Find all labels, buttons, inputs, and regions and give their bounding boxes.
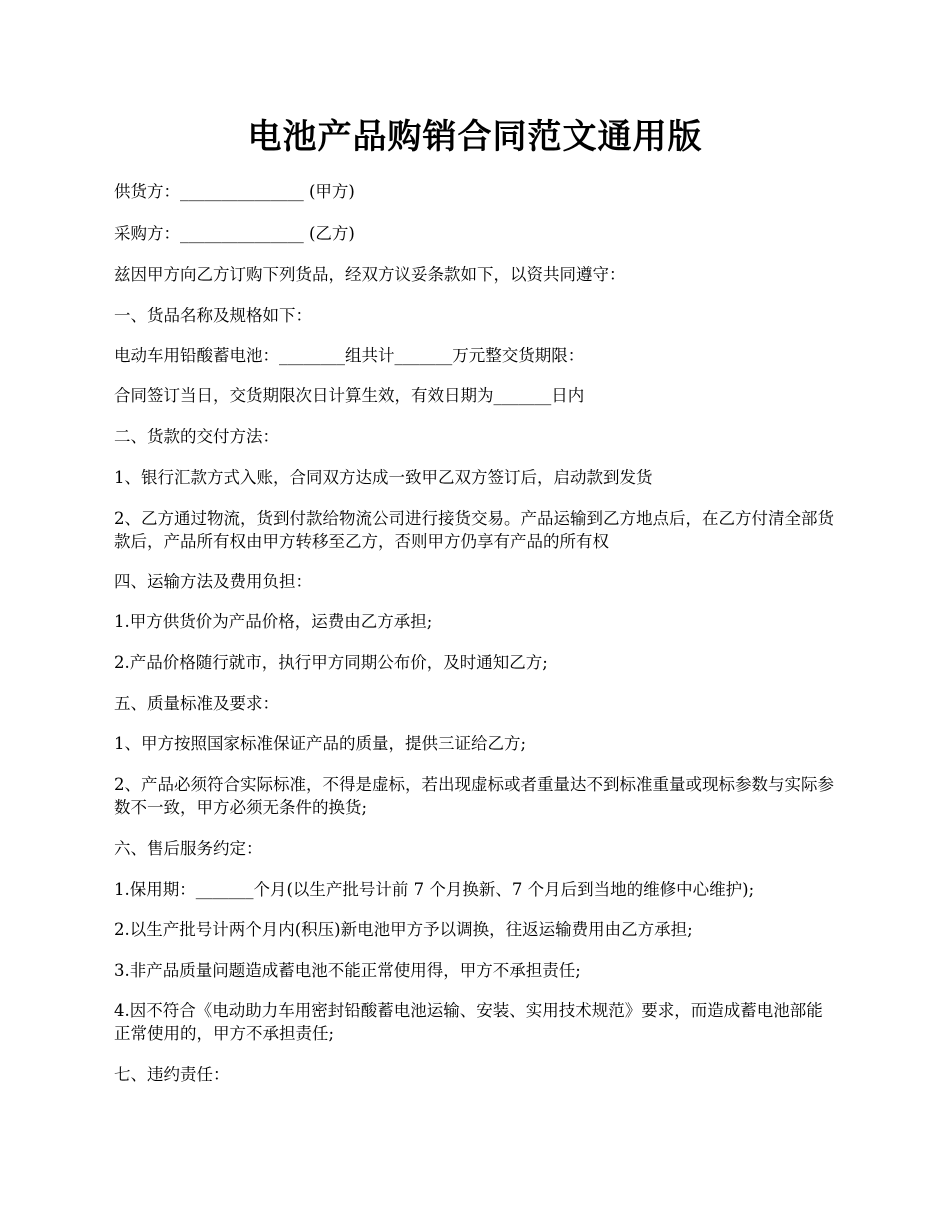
section-heading-4: 四、运输方法及费用负担：: [114, 572, 312, 591]
section-heading-6: 六、售后服务约定：: [114, 839, 263, 858]
paragraph: 4.因不符合《电动助力车用密封铅酸蓄电池运输、安装、实用技术规范》要求，而造成蓄电池部能正常使用的，甲方不承担责任;: [114, 1001, 823, 1043]
section-heading-5: 五、质量标准及要求：: [114, 694, 279, 713]
section-heading-1: 一、货品名称及规格如下：: [114, 306, 312, 325]
section-heading-7: 七、违约责任：: [114, 1065, 230, 1084]
document-title: 电池产品购销合同范文通用版: [247, 117, 703, 157]
supplier-line: 供货方：_______________ (甲方): [114, 182, 355, 201]
paragraph: 2、乙方通过物流，货到付款给物流公司进行接货交易。产品运输到乙方地点后，在乙方付清全部货款后，产品所有权由甲方转移至乙方，否则甲方仍享有产品的所有权: [114, 509, 834, 551]
paragraph: 2.以生产批号计两个月内(积压)新电池甲方予以调换，往返运输费用由乙方承担;: [114, 920, 693, 939]
paragraph: 3.非产品质量问题造成蓄电池不能正常使用得，甲方不承担责任;: [114, 961, 581, 980]
paragraph: 电动车用铅酸蓄电池：________组共计_______万元整交货期限：: [114, 346, 585, 365]
preamble-paragraph: 兹因甲方向乙方订购下列货品，经双方议妥条款如下，以资共同遵守：: [114, 265, 626, 284]
paragraph: 2、产品必须符合实际标准，不得是虚标，若出现虚标或者重量达不到标准重量或现标参数与实际参数不一致，甲方必须无条件的换货;: [114, 775, 834, 817]
paragraph: 1.甲方供货价为产品价格，运费由乙方承担;: [114, 612, 433, 631]
paragraph: 合同签订当日，交货期限次日计算生效，有效日期为_______日内: [114, 386, 585, 405]
section-heading-2: 二、货款的交付方法：: [114, 427, 279, 446]
purchaser-line: 采购方：_______________ (乙方): [114, 224, 355, 243]
paragraph: 2.产品价格随行就市，执行甲方同期公布价，及时通知乙方;: [114, 653, 548, 672]
paragraph: 1、甲方按照国家标准保证产品的质量，提供三证给乙方;: [114, 734, 527, 753]
paragraph: 1、银行汇款方式入账，合同双方达成一致甲乙双方签订后，启动款到发货: [114, 468, 653, 487]
paragraph: 1.保用期：_______个月(以生产批号计前 7 个月换新、7 个月后到当地的维修中心维护);: [114, 880, 755, 899]
